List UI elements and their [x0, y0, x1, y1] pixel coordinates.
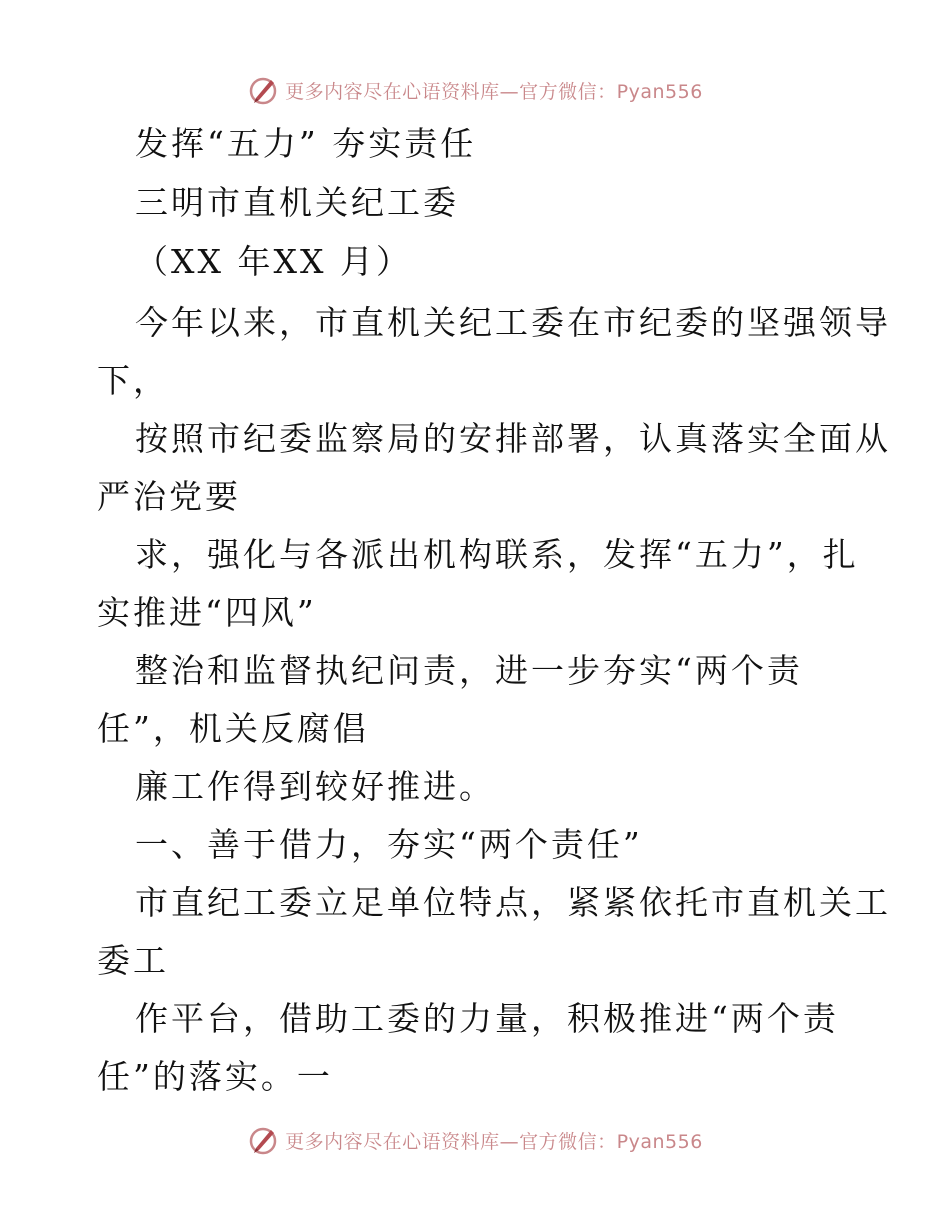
watermark-footer: [0, 1120, 950, 1160]
doc-title: 发挥“五力” 夯实责任: [135, 124, 477, 163]
doc-line: 实推进“四风”: [97, 593, 317, 632]
doc-line: 任”的落实。一: [97, 1057, 333, 1096]
doc-line: 委工: [97, 941, 169, 980]
quill-logo-icon: [247, 74, 279, 106]
doc-line: 今年以来，市直机关纪工委在市纪委的坚强领导: [135, 303, 891, 342]
quill-logo-icon: [247, 1124, 279, 1156]
watermark-header: [0, 70, 950, 110]
doc-line: 市直纪工委立足单位特点，紧紧依托市直机关工: [135, 883, 891, 922]
doc-line: 下，: [97, 361, 169, 400]
doc-line: 整治和监督执纪问责，进一步夯实“两个责: [135, 651, 803, 690]
doc-author: 三明市直机关纪工委: [135, 183, 459, 222]
doc-line: 严治党要: [97, 477, 241, 516]
doc-line: 按照市纪委监察局的安排部署，认真落实全面从: [135, 419, 891, 458]
doc-line: 任”，机关反腐倡: [97, 709, 369, 748]
watermark-text: 更多内容尽在心语资料库—官方微信：Pyan556: [285, 1130, 703, 1153]
section-heading: 一、善于借力，夯实“两个责任”: [135, 825, 643, 864]
doc-line: 廉工作得到较好推进。: [135, 767, 495, 806]
doc-line: 作平台，借助工委的力量，积极推进“两个责: [135, 999, 839, 1038]
doc-line: 求，强化与各派出机构联系，发挥“五力”，扎: [135, 535, 859, 574]
watermark-text: 更多内容尽在心语资料库—官方微信：Pyan556: [285, 80, 703, 103]
doc-date: （XX 年XX 月）: [135, 242, 412, 281]
